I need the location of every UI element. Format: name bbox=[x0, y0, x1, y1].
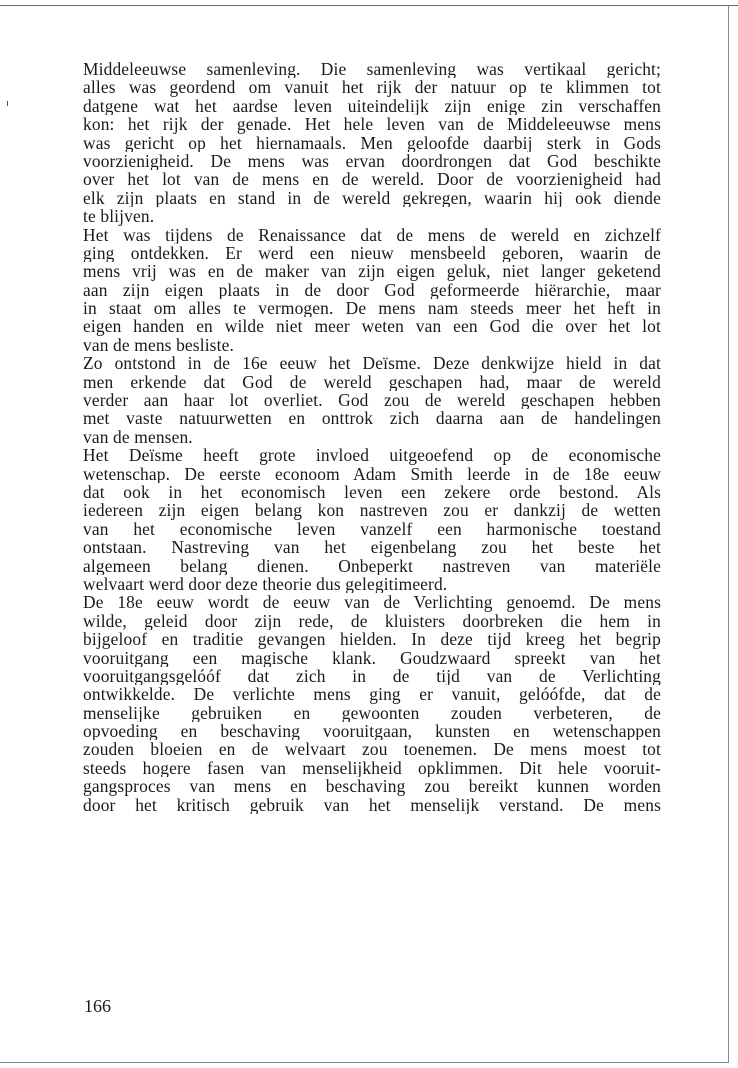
text-line: zouden bloeien en de welvaart zou toenemen. De mens moest tot bbox=[83, 740, 661, 759]
text-line: Het Deïsme heeft grote invloed uitgeoefend op de economische bbox=[83, 446, 661, 465]
text-line: dat ook in het economisch leven een zekere orde bestond. Als bbox=[83, 482, 661, 502]
text-line: verder aan haar lot overliet. God zou de wereld geschapen hebben bbox=[83, 391, 661, 410]
text-line: eigen handen en wilde niet meer weten van een God die over het lot bbox=[83, 317, 661, 336]
text-line: gangsproces van mens en beschaving zou bereikt kunnen worden bbox=[83, 777, 661, 796]
paragraph-2 bbox=[83, 226, 661, 355]
text-line: mens vrij was en de maker van zijn eigen geluk, niet langer geketend bbox=[83, 262, 661, 281]
text-line: met vaste natuurwetten en onttrok zich daarna aan de handelingen bbox=[83, 409, 661, 428]
text-line: algemeen belang dienen. Onbeperkt nastreven van materiële bbox=[83, 556, 661, 575]
text-line: voorzienigheid. De mens was ervan doordrongen dat God beschikte bbox=[83, 151, 661, 171]
text-line: aan zijn eigen plaats in de door God geformeerde hiërarchie, maar bbox=[83, 280, 661, 300]
body-text bbox=[83, 60, 661, 814]
page-border-top bbox=[0, 5, 738, 6]
paragraph-5 bbox=[83, 593, 661, 814]
text-line: over het lot van de mens en de wereld. Door de voorzienigheid had bbox=[83, 170, 661, 189]
text-line: van het economische leven vanzelf een harmonische toestand bbox=[83, 519, 661, 539]
scan-mark bbox=[7, 101, 8, 106]
text-line: kon: het rijk der genade. Het hele leven van de Middeleeuwse mens bbox=[83, 115, 661, 134]
text-line: vooruitgangsgelóóf dat zich in de tijd van de Verlichting bbox=[83, 666, 661, 686]
text-line: elk zijn plaats en stand in de wereld gekregen, waarin hij ook diende bbox=[83, 188, 661, 208]
text-line: wetenschap. De eerste econoom Adam Smith leerde in de 18e eeuw bbox=[83, 464, 661, 483]
text-line: ging ontdekken. Er werd een nieuw mensbeeld geboren, waarin de bbox=[83, 243, 661, 263]
paragraph-1 bbox=[83, 60, 661, 226]
text-line: van de mensen. bbox=[83, 427, 193, 447]
text-line: steeds hogere fasen van menselijkheid opklimmen. Dit hele vooruit- bbox=[83, 758, 661, 778]
text-line: Het was tijdens de Renaissance dat de mens de wereld en zichzelf bbox=[83, 225, 661, 244]
text-line: datgene wat het aardse leven uiteindelijk zijn enige zin verschaffen bbox=[83, 96, 661, 116]
text-line: vooruitgang een magische klank. Goudzwaard spreekt van het bbox=[83, 648, 661, 667]
page-number: 166 bbox=[84, 996, 111, 1016]
text-line: Zo ontstond in de 16e eeuw het Deïsme. Deze denkwijze hield in dat bbox=[83, 354, 661, 373]
page-border-bottom bbox=[0, 1062, 729, 1063]
text-line: alles was geordend om vanuit het rijk der natuur op te klimmen tot bbox=[83, 78, 661, 97]
text-line: was gericht op het hiernamaals. Men geloofde daarbij sterk in Gods bbox=[83, 133, 661, 152]
text-line: menselijke gebruiken en gewoonten zouden verbeteren, de bbox=[83, 703, 661, 723]
text-line: De 18e eeuw wordt de eeuw van de Verlichting genoemd. De mens bbox=[83, 593, 661, 612]
text-line: men erkende dat God de wereld geschapen had, maar de wereld bbox=[83, 372, 661, 392]
text-line: bijgeloof en traditie gevangen hielden. In deze tijd kreeg het begrip bbox=[83, 630, 661, 649]
text-line: Middeleeuwse samenleving. Die samenleving was vertikaal gericht; bbox=[83, 60, 661, 79]
text-line: ontwikkelde. De verlichte mens ging er vanuit, gelóófde, dat de bbox=[83, 685, 661, 704]
text-line: opvoeding en beschaving vooruitgaan, kunsten en wetenschappen bbox=[83, 722, 661, 741]
text-line: van de mens besliste. bbox=[83, 335, 234, 355]
text-line: iedereen zijn eigen belang kon nastreven zou er dankzij de wetten bbox=[83, 501, 661, 520]
text-line: door het kritisch gebruik van het menselijk verstand. De mens bbox=[83, 795, 661, 815]
text-line: ontstaan. Nastreving van het eigenbelang zou het beste het bbox=[83, 538, 661, 557]
text-line: te blijven. bbox=[83, 207, 155, 226]
text-line: welvaart werd door deze theorie dus gelegitimeerd. bbox=[83, 574, 448, 594]
paragraph-4 bbox=[83, 446, 661, 593]
page-border-right bbox=[728, 5, 729, 1063]
text-line: wilde, geleid door zijn rede, de kluisters doorbreken die hem in bbox=[83, 611, 661, 631]
text-line: in staat om alles te vermogen. De mens nam steeds meer het heft in bbox=[83, 299, 661, 318]
paragraph-3 bbox=[83, 354, 661, 446]
